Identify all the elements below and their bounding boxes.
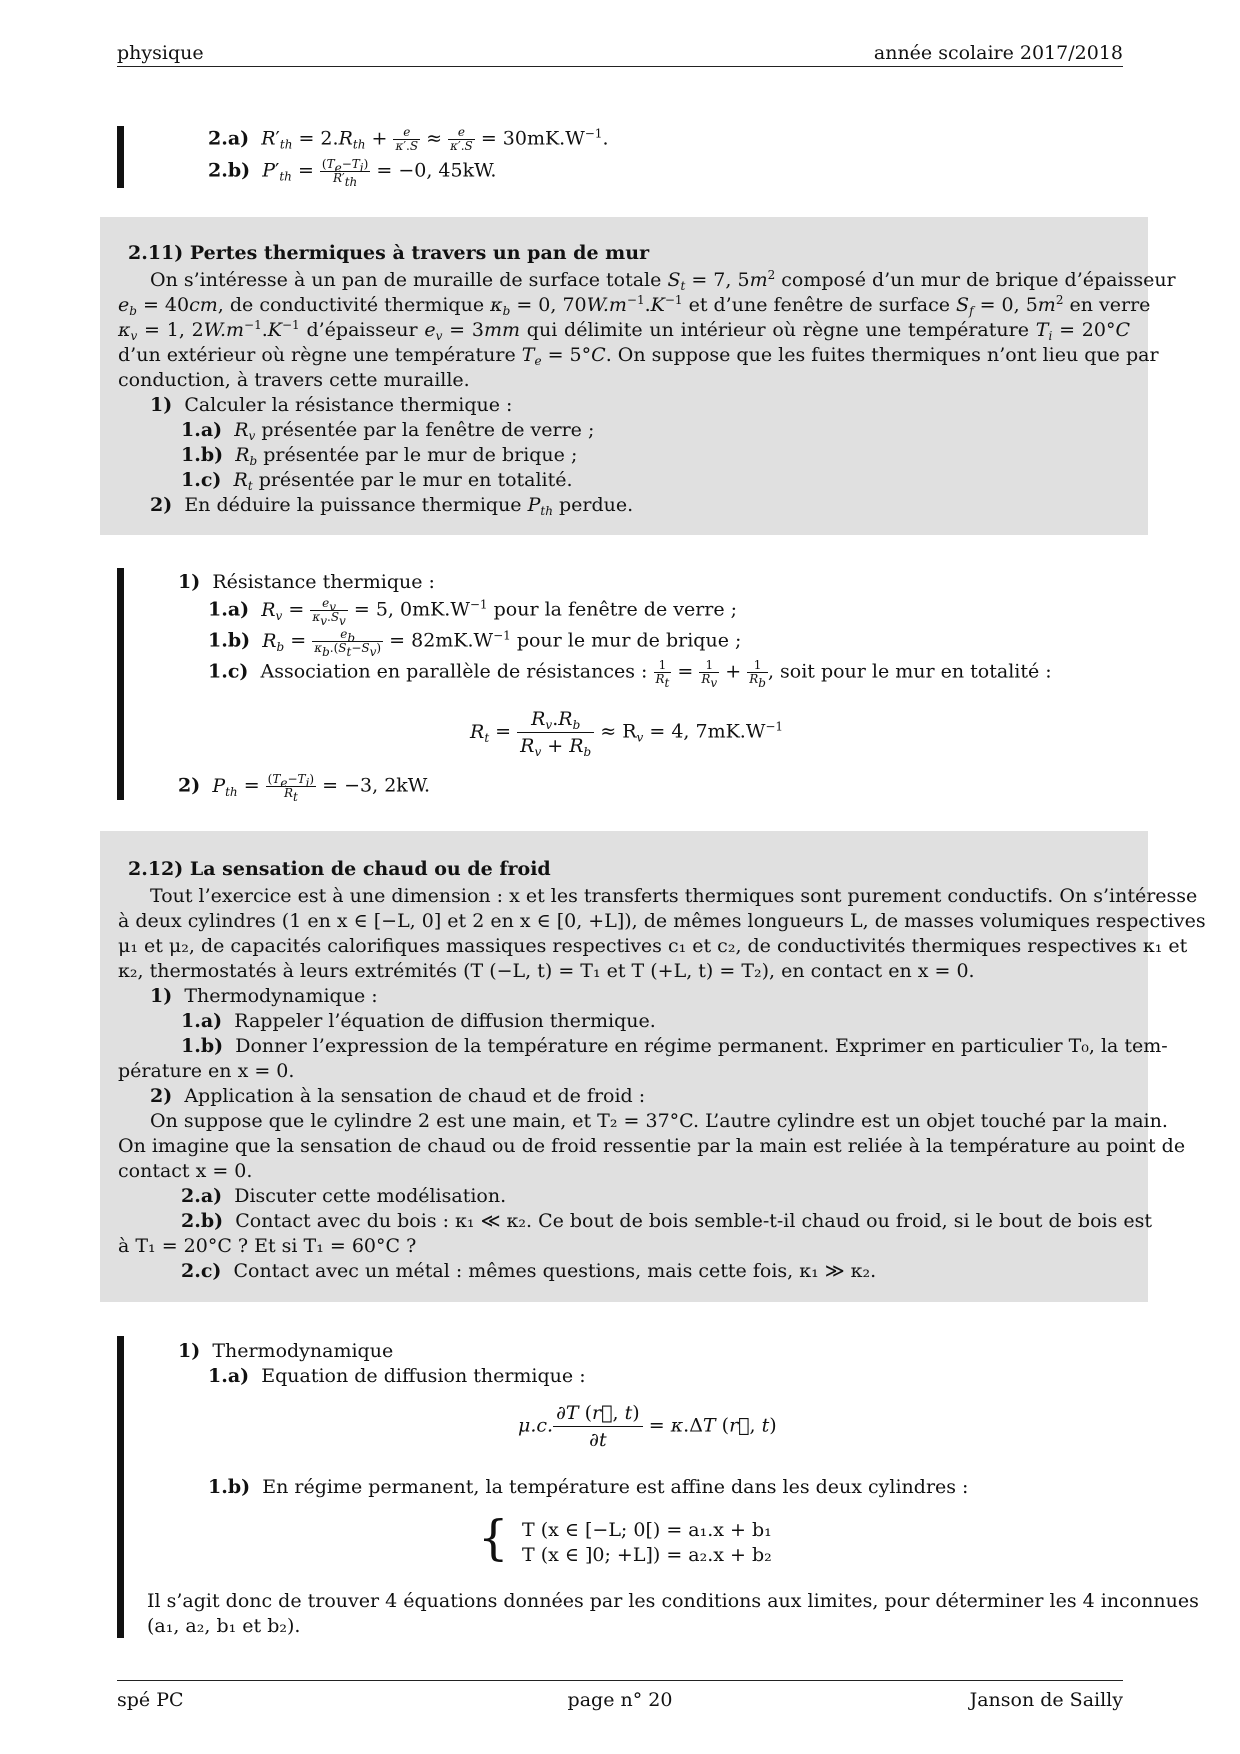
footer-school: Janson de Sailly: [969, 1689, 1123, 1711]
header-subject: physique: [117, 42, 204, 64]
exercise-212-q1: 1) Thermodynamique :: [150, 985, 378, 1007]
exercise-211-q1: 1) Calculer la résistance thermique :: [150, 394, 513, 416]
exercise-211-q2: 2) En déduire la puissance thermique $P_{th}$ perdue.: [150, 494, 634, 518]
answer-211-rt-equation: $R_t$ = $\frac{R_v.R_b}{R_v + R_b}$ ≈ $R_v = 4$, $7mK.W^{-1}$: [470, 708, 784, 759]
exercise-211-text-4: d’un extérieur où règne une température $T_e = 5^\circ C$. On suppose que les fuites thermiques n’ont lieu que par: [118, 344, 1159, 368]
exercise-211-text-2: $e_b = 40cm$, de conductivité thermique $\kappa_b = 0$, $70W.m^{-1}.K^{-1}$ et d’une fenêtre de surface $S_f = 0$, $5m^2$ en verre: [118, 293, 1151, 318]
answer-212-system-eq1: T (x ∈ [−L; 0[) = a₁.x + b₁: [522, 1519, 772, 1541]
exercise-211-q1c: 1.c) $R_t$ présentée par le mur en totalité.: [181, 469, 573, 493]
exercise-211-q1a: 1.a) $R_v$ présentée par la fenêtre de verre ;: [181, 419, 595, 443]
answer-211-r1a: 1.a) $R_v$ = $\frac{e_v}{\kappa_v.S_v}$ = 5, $0mK.W^{-1}$ pour la fenêtre de verre ;: [208, 596, 738, 628]
footer-page-number: page n° 20: [567, 1689, 673, 1711]
exercise-211-title: 2.11) Pertes thermiques à travers un pan de mur: [128, 242, 650, 264]
answer-212-conclusion-2: (a₁, a₂, b₁ et b₂).: [147, 1615, 301, 1637]
exercise-212-q2-text-1: On suppose que le cylindre 2 est une main, et T₂ = 37°C. L’autre cylindre est un objet touché par la main.: [150, 1110, 1168, 1132]
answer-block-prev: [117, 126, 124, 188]
exercise-212-q2-text-2: On imagine que la sensation de chaud ou de froid ressentie par la main est reliée à la température au point de: [118, 1135, 1186, 1157]
system-brace: {: [478, 1510, 509, 1566]
exercise-212-q1a: 1.a) Rappeler l’équation de diffusion thermique.: [181, 1010, 656, 1032]
exercise-212-text-3: μ₁ et μ₂, de capacités calorifiques massiques respectives c₁ et c₂, de conductivités thermiques respectives κ₁ et: [118, 935, 1188, 957]
exercise-211-q1b: 1.b) $R_b$ présentée par le mur de brique ;: [181, 444, 578, 468]
answer-212-r1b: 1.b) En régime permanent, la température est affine dans les deux cylindres :: [208, 1476, 969, 1498]
exercise-211-text-5: conduction, à travers cette muraille.: [118, 369, 470, 391]
footer-class: spé PC: [117, 1689, 184, 1711]
answer-211-block: [117, 568, 124, 800]
exercise-211-text-3: $\kappa_v = 1$, $2W.m^{-1}.K^{-1}$ d’épaisseur $e_v = 3mm$ qui délimite un intérieur où règne une température $T_i = 20^\circ C$: [118, 318, 1131, 343]
exercise-212-q2c: 2.c) Contact avec un métal : mêmes questions, mais cette fois, κ₁ ≫ κ₂.: [181, 1260, 877, 1282]
header-school-year: année scolaire 2017/2018: [873, 42, 1123, 64]
page-header: [117, 40, 1123, 67]
exercise-212-q1b: 1.b) Donner l’expression de la température en régime permanent. Exprimer en particulier T₀, la tem-: [181, 1035, 1168, 1057]
exercise-212-title: 2.12) La sensation de chaud ou de froid: [128, 858, 551, 880]
exercise-212-q1b-cont: pérature en x = 0.: [118, 1060, 295, 1082]
answer-2a: 2.a) $R'_{th} = 2.R_{th}$ + $\frac{e}{\kappa'.S}$ ≈ $\frac{e}{\kappa'.S}$ = $30mK.W^{-1}$.: [208, 125, 609, 153]
answer-211-r1c: 1.c) Association en parallèle de résistances : $\frac{1}{R_t}$ = $\frac{1}{R_v}$ + $\frac{1}{R_b}$ , soit pour le mur en totalité :: [208, 658, 1052, 690]
exercise-212-text-1: Tout l’exercice est à une dimension : x et les transferts thermiques sont purement conductifs. On s’intéresse: [150, 885, 1198, 907]
exercise-212-text-2: à deux cylindres (1 en x ∈ [−L, 0] et 2 en x ∈ [0, +L]), de mêmes longueurs L, de masses volumiques respectives: [118, 910, 1206, 932]
exercise-212-q2b: 2.b) Contact avec du bois : κ₁ ≪ κ₂. Ce bout de bois semble-t-il chaud ou froid, si le bout de bois est: [181, 1210, 1153, 1232]
exercise-211-text-1: On s’intéresse à un pan de muraille de surface totale $S_t = 7$, $5m^2$ composé d’un mur de brique d’épaisseur: [150, 268, 1176, 293]
answer-212-r1a: 1.a) Equation de diffusion thermique :: [208, 1365, 586, 1387]
answer-212-block: [117, 1336, 124, 1638]
answer-211-r2: 2) $P_{th}$ = $\frac{(T_e-T_i)}{R_t}$ = −3, 2kW.: [178, 772, 431, 804]
answer-212-system-eq2: T (x ∈ ]0; +L]) = a₂.x + b₂: [522, 1544, 772, 1566]
page-footer: [117, 1680, 1123, 1711]
exercise-212-q2: 2) Application à la sensation de chaud et de froid :: [150, 1085, 646, 1107]
exercise-212-q2-text-3: contact x = 0.: [118, 1160, 253, 1182]
exercise-212-q2b-cont: à T₁ = 20°C ? Et si T₁ = 60°C ?: [118, 1235, 417, 1257]
answer-212-diffusion-equation: μ.c. $\frac{\partial T (r⃗, t)}{\partial t}$ = κ.ΔT (r⃗, t): [518, 1402, 777, 1451]
exercise-212-text-4: κ₂, thermostatés à leurs extrémités (T (−L, t) = T₁ et T (+L, t) = T₂), en contact en x = 0.: [118, 960, 975, 982]
answer-212-conclusion-1: Il s’agit donc de trouver 4 équations données par les conditions aux limites, pour déterminer les 4 inconnues: [147, 1590, 1199, 1612]
answer-211-r1: 1) Résistance thermique :: [178, 571, 435, 593]
answer-2b: 2.b) $P'_{th}$ = $\frac{(T_e-T_i)}{R'_{th}}$ = −0, 45kW.: [208, 157, 497, 189]
answer-211-r1b: 1.b) $R_b$ = $\frac{e_b}{\kappa_b.(S_t-S_v)}$ = $82mK.W^{-1}$ pour le mur de brique ;: [208, 627, 742, 659]
exercise-212-q2a: 2.a) Discuter cette modélisation.: [181, 1185, 507, 1207]
answer-212-r1: 1) Thermodynamique: [178, 1340, 394, 1362]
